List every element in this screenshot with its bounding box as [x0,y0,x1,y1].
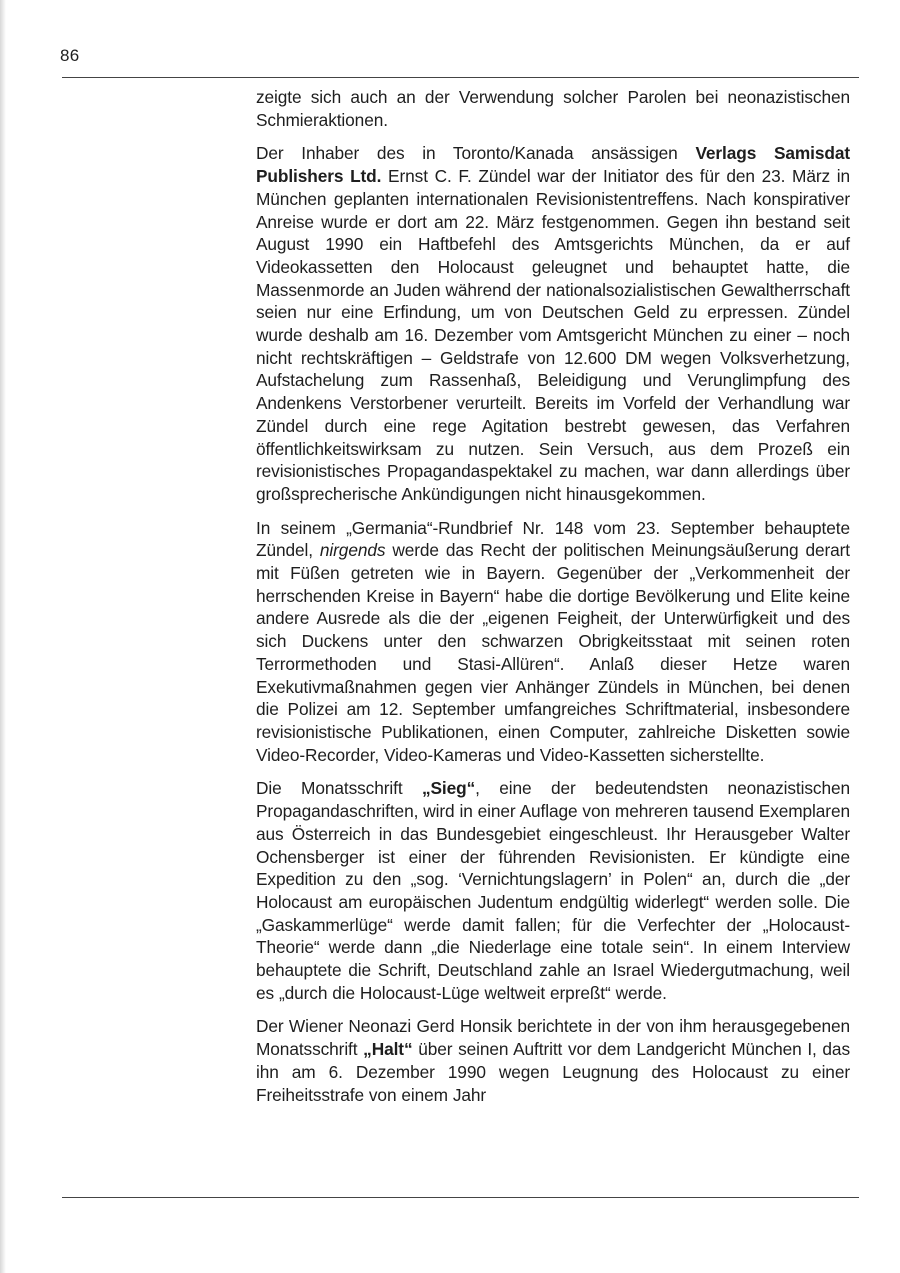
paragraph-3 [256,517,850,767]
page-number: 86 [60,46,80,65]
paragraph-1-text: zeigte sich auch an der Verwendung solcher Parolen bei neonazistischen Schmieraktionen. [256,87,850,130]
paragraph-3-text-b: werde das Recht der politischen Meinungsäußerung derart mit Füßen getreten wie in Bayern. Gegenüber der „Verkommenheit der herrschenden Kreise in Bayern“ habe die dortige Bevölkerung und Elite keine andere Ausrede als die der „eigenen Feigheit, der Unterwürfigkeit und des sich Duckens unter den schwarzen Obrigkeitsstaat mit seinen roten Terrormethoden und Stasi-Allüren“. Anlaß dieser Hetze waren Exekutivmaßnahmen gegen vier Anhänger Zündels in München, bei denen die Polizei am 12. September umfangreiches Schriftmaterial, insbesondere revisionistische Publikationen, einen Computer, zahlreiche Disketten sowie Video-Recorder, Video-Kameras und Video-Kassetten sicherstellte. [256,540,850,765]
footer-rule [62,1197,859,1198]
publisher-name: Verlags Samisdat Publishers Ltd. [256,143,850,187]
paragraph-2-text-a: Der Inhaber des in Toronto/Kanada ansässigen [256,143,696,164]
paragraph-3-text-a: In seinem „Germania“-Rundbrief Nr. 148 vom 23. September behauptete Zündel, [256,517,850,561]
paragraph-4 [256,777,850,1004]
paragraph-2-text-b: Ernst C. F. Zündel war der Initiator des für den 23. März in München geplanten internationalen Revisionistentreffens. Nach konspirativer Anreise wurde er dort am 22. März festgenommen. Gegen ihn bestand seit August 1990 ein Haftbefehl des Amtsgerichts München, da er auf Videokassetten den Holocaust geleugnet und behauptet hatte, die Massenmorde an Juden während der nationalsozialistischen Gewaltherrschaft seien nur eine Erfindung, um von Deutschen Geld zu erpressen. Zündel wurde deshalb am 16. Dezember vom Amtsgericht München zu einer – noch nicht rechtskräftigen – Geldstrafe von 12.600 DM wegen Volksverhetzung, Aufstachelung zum Rassenhaß, Beleidigung und Verunglimpfung des Andenkens Verstorbener verurteilt. Bereits im Vorfeld der Verhandlung war Zündel durch eine rege Agitation bestrebt gewesen, das Verfahren öffentlichkeitswirksam zu nutzen. Sein Versuch, aus dem Prozeß ein revisionistisches Propagandaspektakel zu machen, war dann allerdings über großsprecherische Ankündigungen nicht hinausgekommen. [256,166,850,504]
paragraph-2 [256,142,850,505]
paragraph-5 [256,1015,850,1106]
paragraph-4-text-b: , eine der bedeutendsten neonazistischen Propagandaschriften, wird in einer Auflage von mehreren tausend Exemplaren aus Österreich in das Bundesgebiet eingeschleust. Ihr Herausgeber Walter Ochensberger ist einer der führenden Revisionisten. Er kündigte eine Expedition zu den „sog. ‘Vernichtungslagern’ in Polen“ an, durch die „der Holocaust am europäischen Judentum endgültig widerlegt“ werden solle. Die „Gaskammerlüge“ werde damit fallen; für die Verfechter der „Holocaust-Theorie“ werde dann „die Niederlage eine totale sein“. In einem Interview behauptete die Schrift, Deutschland zahle an Israel Wiedergutmachung, weil es „durch die Holocaust-Lüge weltweit erpreßt“ werde. [256,778,850,1003]
scan-edge-shadow [0,0,6,1273]
paragraph-5-text-b: über seinen Auftritt vor dem Landgericht München I, das ihn am 6. Dezember 1990 wegen Leugnung des Holocaust zu einer Freiheitsstrafe von einem Jahr [256,1039,850,1105]
emphasis-nirgends: nirgends [319,540,386,561]
header-rule [62,77,859,78]
publication-sieg: „Sieg“ [421,778,476,799]
publication-halt: „Halt“ [363,1039,413,1060]
paragraph-5-text-a: Der Wiener Neonazi Gerd Honsik berichtete in der von ihm herausgegebenen Monatsschrift [256,1016,850,1060]
paragraph-1 [256,86,850,131]
body-text [256,86,850,1117]
paragraph-4-text-a: Die Monatsschrift [256,778,422,799]
